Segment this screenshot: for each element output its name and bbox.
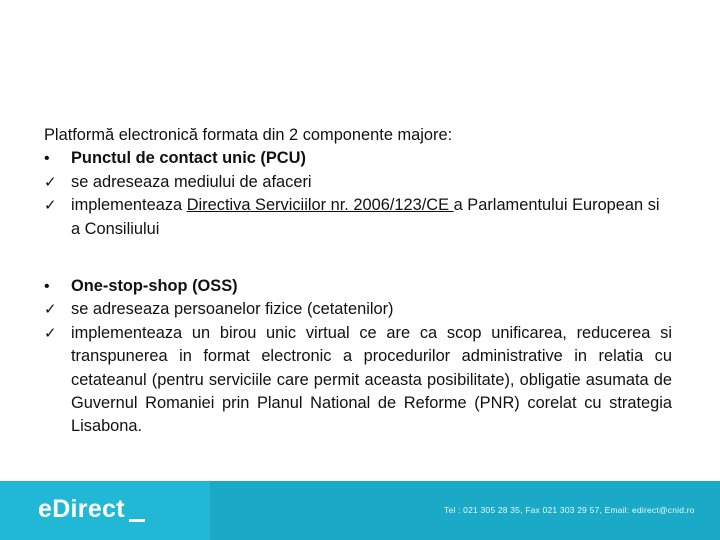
footer-contact-panel xyxy=(210,481,720,540)
logo-underscore xyxy=(129,519,145,522)
pcu-item-1-text: se adreseaza mediului de afaceri xyxy=(71,172,312,191)
section-spacer xyxy=(44,241,672,275)
directive-link[interactable]: Directiva Serviciilor nr. 2006/123/CE xyxy=(186,196,454,215)
oss-check-item-2 xyxy=(44,322,672,439)
pcu-heading: Punctul de contact unic (PCU) xyxy=(71,149,306,168)
pcu-check-item-1 xyxy=(44,171,672,194)
pcu-item-2-text xyxy=(71,194,672,241)
oss-item-2-text: implementeaza un birou unic virtual ce are ca scop unificarea, reducerea si transpunerea in format electronic a procedurilor administrative in relatia cu cetateanul (pentru serviciile care permit aceasta posibilitate), obligatie asumata de Guvernul Romaniei prin Planul National de Reforme (PNR) corelat cu strategia Lisabona. xyxy=(71,323,672,436)
pcu-check-item-2 xyxy=(44,194,672,241)
pcu-item-2-suffix: a Parlamentului European si a Consiliului xyxy=(71,196,660,238)
edirect-logo: eDirect xyxy=(38,495,125,523)
intro-text: Platformă electronică formata din 2 componente majore: xyxy=(44,126,453,144)
checkmark-icon: ✓ xyxy=(44,197,57,215)
checkmark-icon: ✓ xyxy=(44,324,57,342)
footer-bar xyxy=(0,481,720,540)
bullet-icon: • xyxy=(44,278,50,296)
checkmark-icon: ✓ xyxy=(44,173,57,191)
oss-check-item-1 xyxy=(44,298,672,321)
bullet-icon: • xyxy=(44,150,50,168)
pcu-item-2-prefix: implementeaza xyxy=(71,196,187,215)
pcu-bullet-item xyxy=(44,147,672,170)
footer-logo-panel xyxy=(0,481,210,540)
slide-body xyxy=(44,124,672,439)
oss-bullet-item xyxy=(44,275,672,298)
oss-heading: One-stop-shop (OSS) xyxy=(71,277,238,296)
oss-item-1-text: se adreseaza persoanelor fizice (cetatenilor) xyxy=(71,300,394,319)
checkmark-icon: ✓ xyxy=(44,301,57,319)
contact-info: Tel : 021 305 28 35, Fax 021 303 29 57, Email: edirect@cnid.ro xyxy=(444,505,695,515)
